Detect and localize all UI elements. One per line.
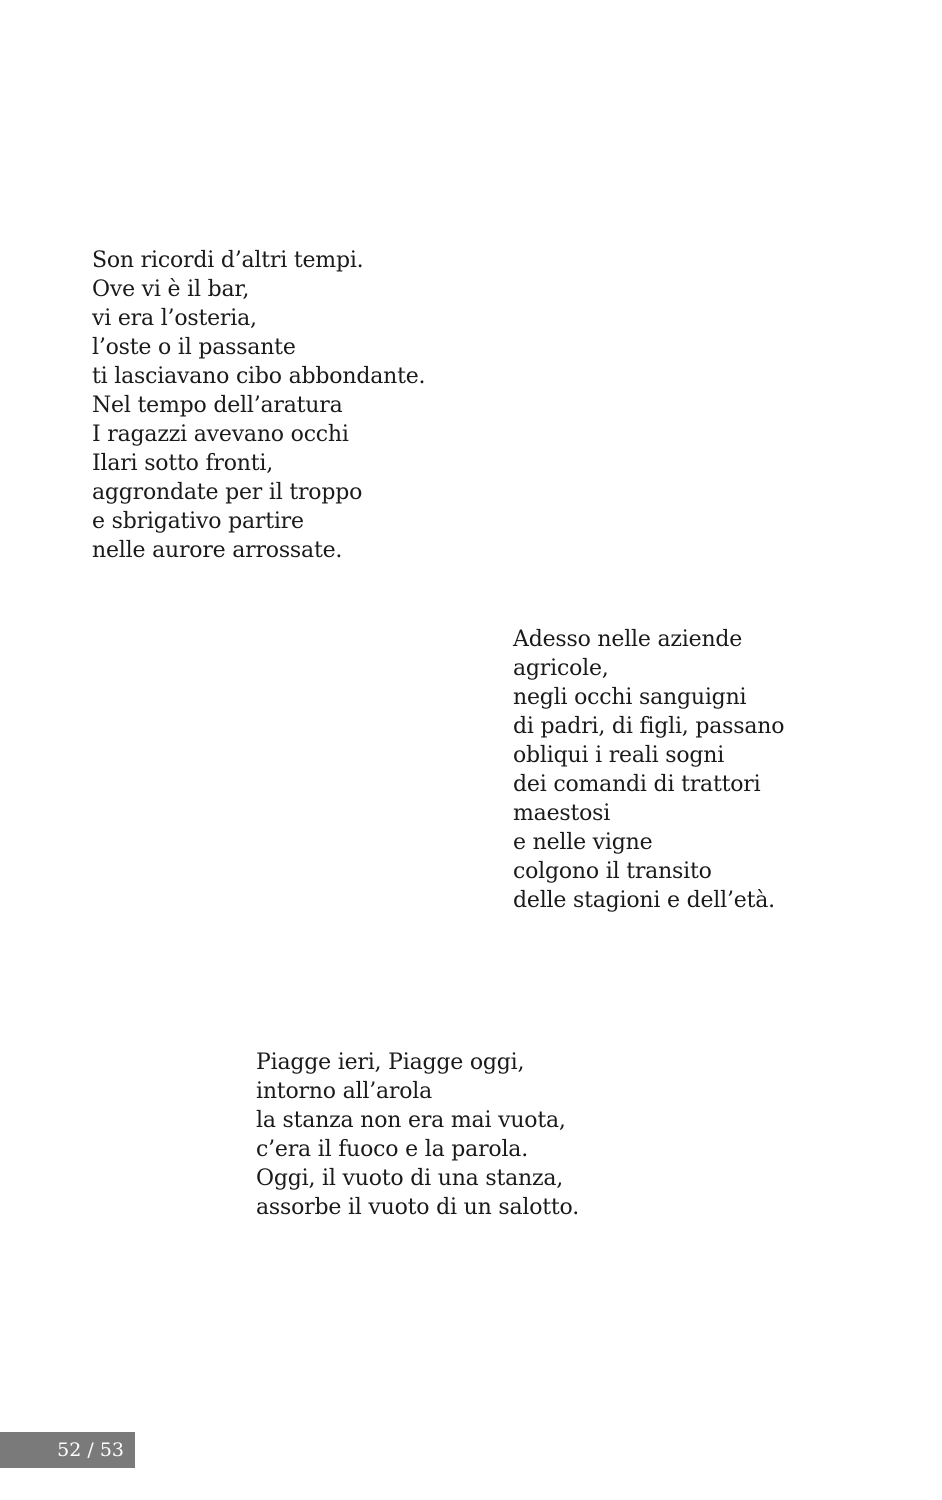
poem-line: obliqui i reali sogni xyxy=(513,743,725,768)
poem-stanza-3 xyxy=(256,1048,579,1222)
poem-line: colgono il transito xyxy=(513,859,712,884)
poem-line: Son ricordi d’altri tempi. xyxy=(92,248,364,273)
poem-line: vi era l’osteria, xyxy=(92,306,257,331)
poem-stanza-2 xyxy=(513,625,784,915)
poem-line: dei comandi di trattori xyxy=(513,772,761,797)
poem-line: intorno all’arola xyxy=(256,1079,433,1104)
poem-line: e nelle vigne xyxy=(513,830,653,855)
poem-line: Oggi, il vuoto di una stanza, xyxy=(256,1166,564,1191)
page-counter: 52 / 53 xyxy=(0,1432,135,1468)
poem-line: negli occhi sanguigni xyxy=(513,685,747,710)
poem-line: la stanza non era mai vuota, xyxy=(256,1108,566,1133)
poem-line: aggrondate per il troppo xyxy=(92,480,363,505)
poem-line: e sbrigativo partire xyxy=(92,509,304,534)
poem-line: assorbe il vuoto di un salotto. xyxy=(256,1195,580,1220)
poem-line: maestosi xyxy=(513,801,611,826)
poem-line: Nel tempo dell’aratura xyxy=(92,393,343,418)
poem-line: di padri, di figli, passano xyxy=(513,714,785,739)
poem-line: Ove vi è il bar, xyxy=(92,277,250,302)
poem-line: I ragazzi avevano occhi xyxy=(92,422,349,447)
poem-line: c’era il fuoco e la parola. xyxy=(256,1137,529,1162)
poem-line: ti lasciavano cibo abbondante. xyxy=(92,364,426,389)
poem-line: l’oste o il passante xyxy=(92,335,296,360)
poem-line: agricole, xyxy=(513,656,609,681)
poem-line: delle stagioni e dell’età. xyxy=(513,888,775,913)
poem-line: Piagge ieri, Piagge oggi, xyxy=(256,1050,525,1075)
poem-line: Ilari sotto fronti, xyxy=(92,451,273,476)
poem-line: Adesso nelle aziende xyxy=(513,627,743,652)
poem-stanza-1 xyxy=(92,246,425,565)
poem-line: nelle aurore arrossate. xyxy=(92,538,343,563)
